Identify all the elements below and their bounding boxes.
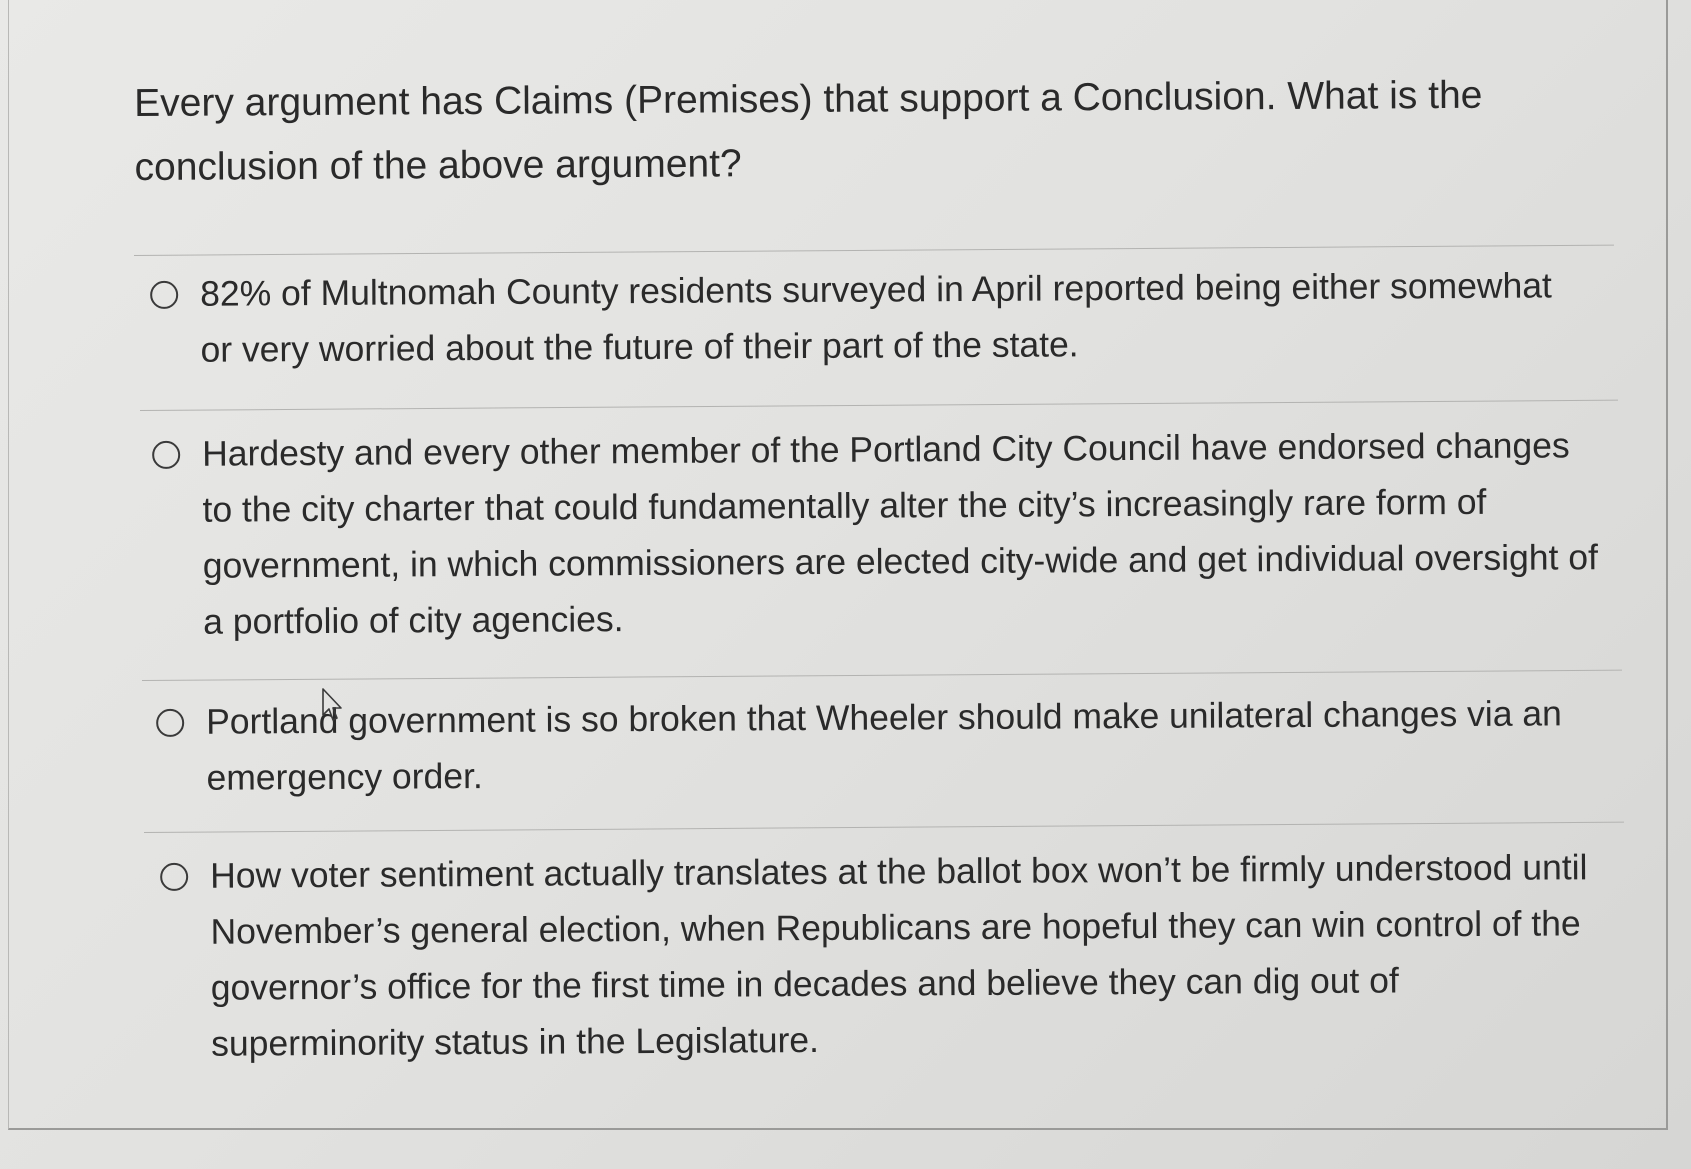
answer-option-label: Portland government is so broken that Wheeler should make unilateral changes via an emergency order. — [206, 693, 1562, 798]
answer-option-1[interactable] — [150, 257, 1591, 378]
radio-unselected-icon[interactable] — [152, 441, 180, 469]
answer-option-label: 82% of Multnomah County residents surveyed in April reported being either somewhat or very worried about the future of their part of the state. — [200, 265, 1552, 370]
radio-unselected-icon[interactable] — [160, 863, 188, 891]
mouse-pointer-icon — [322, 688, 344, 722]
question-prompt: Every argument has Claims (Premises) that support a Conclusion. What is the conclusion of the above argument? — [134, 73, 1483, 189]
radio-unselected-icon[interactable] — [156, 709, 184, 737]
answer-option-4[interactable] — [160, 839, 1611, 1072]
radio-unselected-icon[interactable] — [150, 281, 178, 309]
answer-option-3[interactable] — [156, 685, 1597, 806]
answer-option-label: Hardesty and every other member of the Portland City Council have endorsed changes to the city charter that could fundamentally alter the city’s increasingly rare form of government, in which commissioners are elected city-wide and get individual oversight of a portfolio of city agencies. — [202, 425, 1598, 642]
answer-option-label: How voter sentiment actually translates at the ballot box won’t be firmly understood until November’s general election, when Republicans are hopeful they can win control of the governor’s office for the first time in decades and believe they can dig out of superminority status in the Legislature. — [210, 847, 1588, 1064]
answer-option-2[interactable] — [152, 417, 1603, 650]
